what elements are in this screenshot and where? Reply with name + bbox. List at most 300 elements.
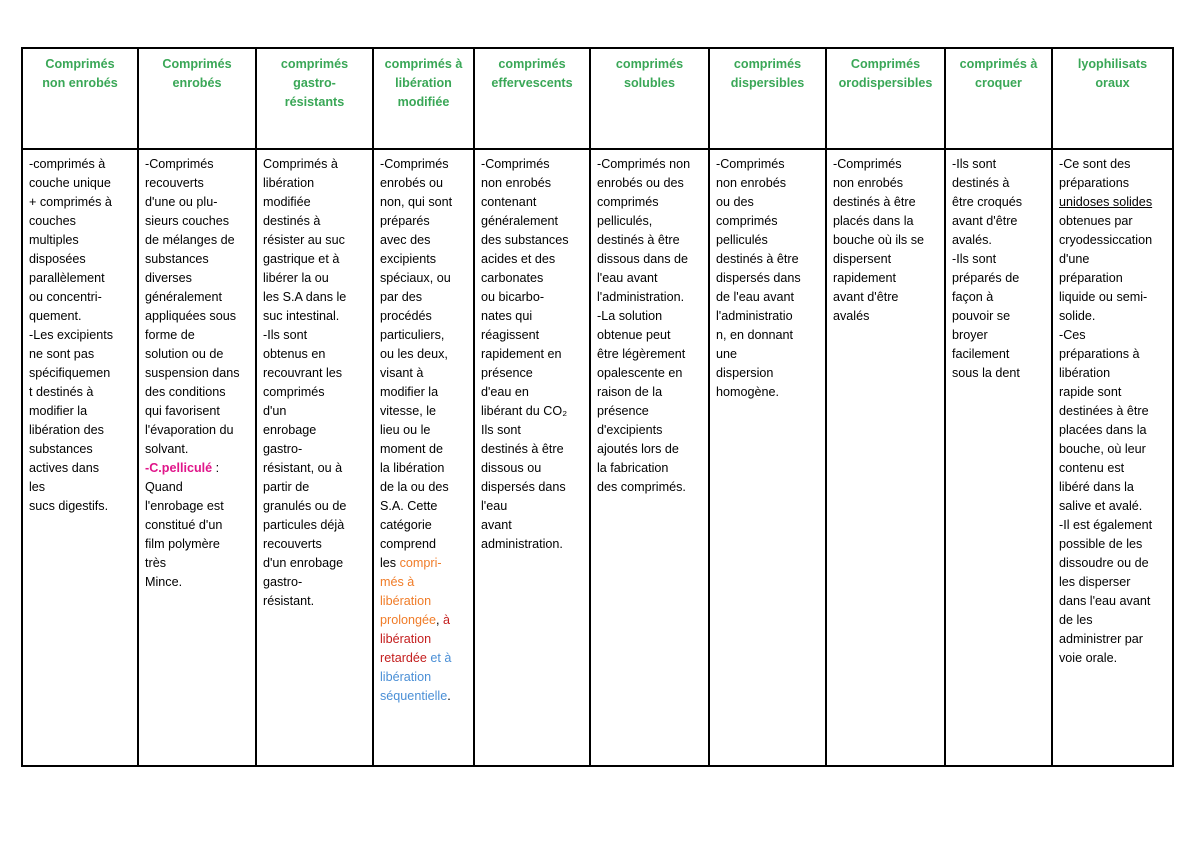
cell-line [1059,364,1166,383]
cell-line [481,269,583,288]
cell-line [952,269,1045,288]
cell-line [833,155,938,174]
cell-line [380,535,467,554]
text-run: substances [29,442,93,456]
text-run: modifier la [380,385,439,399]
text-run: dissous ou [481,461,542,475]
cell-line [1059,326,1166,345]
cell-line [716,193,819,212]
cell-line [597,307,702,326]
text-run: de mélanges [145,233,218,247]
text-run: des substances [481,233,569,247]
cell-line [380,611,467,630]
text-run: compri- [399,556,442,570]
text-run: couche unique [29,176,111,190]
cell-line [145,402,249,421]
cell-line [952,155,1045,174]
cell-line [29,250,131,269]
cell-line [380,174,467,193]
text-run: -La solution [597,309,663,323]
cell-line [29,440,131,459]
content-cell [945,149,1052,766]
text-run: qui favorisent [145,404,220,418]
cell-line [263,402,366,421]
text-run: -Ils sont [263,328,308,342]
cell-line [263,535,366,554]
content-cell [256,149,373,766]
text-run: une [716,347,738,361]
cell-line [597,155,702,174]
cell-line [29,497,131,516]
cell-line [263,364,366,383]
cell-line [380,193,467,212]
text-run: carbonates [481,271,544,285]
text-run: -Comprimés [716,157,785,171]
cell-line [380,592,467,611]
cell-line [380,554,467,573]
cell-line [481,497,583,516]
text-run: particuliers, [380,328,445,342]
cell-line [145,497,249,516]
text-run: libération [380,632,432,646]
text-run: de la ou des [380,480,449,494]
cell-line [380,250,467,269]
cell-line [833,193,938,212]
text-run: + comprimés à [29,195,112,209]
text-run: -Il est également [1059,518,1153,532]
cell-line [481,440,583,459]
text-run: -Ils sont [952,252,997,266]
text-run: ou concentri- [29,290,102,304]
text-run: partir de [263,480,310,494]
cell-line [263,212,366,231]
text-run: avant d'être [952,214,1018,228]
header-line: Comprimés [45,57,115,71]
cell-line [1059,174,1166,193]
cell-line [952,174,1045,193]
cell-line [716,345,819,364]
cell-line [597,269,702,288]
cell-line [380,440,467,459]
text-run: la libération [380,461,445,475]
text-run: dispersés dans [716,271,801,285]
text-run: bouche, [1059,442,1104,456]
cell-line [145,459,249,478]
column-header [22,48,138,149]
cell-line [29,478,131,497]
text-run: t destinés à [29,385,94,399]
cell-line [29,288,131,307]
cell-line [716,269,819,288]
cell-line [597,212,702,231]
text-run: modifiée [263,195,311,209]
text-run: en [511,385,529,399]
cell-line [145,288,249,307]
text-run: dissoudre ou de [1059,556,1149,570]
text-run: ou des [642,176,684,190]
text-run: diverses [145,271,192,285]
text-run: recouverts [263,537,322,551]
cell-line [263,440,366,459]
content-cell [373,149,474,766]
cell-line [1059,231,1166,250]
text-run: où ils se [874,233,925,247]
text-run: homogène. [716,385,780,399]
text-run: l'eau [597,271,624,285]
text-run: gastro- [263,442,303,456]
cell-line [29,231,131,250]
text-run: obtenus en [263,347,326,361]
text-run: les S.A dans le [263,290,347,304]
cell-line [380,573,467,592]
cell-line [263,554,366,573]
cell-line [263,326,366,345]
text-run: prolongée [380,613,437,627]
text-run: ou à [314,461,343,475]
cell-line [597,459,702,478]
text-run: destinés à être [597,233,680,247]
cell-line [29,421,131,440]
text-run: destinés à être [481,442,564,456]
cell-line [716,326,819,345]
cell-line [263,459,366,478]
cell-line [1059,573,1166,592]
cell-line [833,307,938,326]
text-run: et à [314,252,340,266]
cell-line [481,421,583,440]
cell-line [481,478,583,497]
text-run: raison de la [597,385,663,399]
text-run: -Comprimés [597,157,670,171]
text-run: granulés ou de [263,499,347,513]
cell-line [29,402,131,421]
text-run: l'évaporation du [145,423,234,437]
text-run: Cette [403,499,438,513]
text-run: avant [623,271,658,285]
cell-line [1059,611,1166,630]
text-run: d'eau [481,385,512,399]
text-run: préparations à [1059,347,1140,361]
header-line: Comprimés [162,57,232,71]
cell-line [597,440,702,459]
header-line: non enrobés [42,76,118,90]
content-cell [826,149,945,766]
cell-line [380,421,467,440]
cell-line [1059,535,1166,554]
text-run: être [952,195,978,209]
text-run: ou [1095,290,1117,304]
text-run: gastro- [263,575,303,589]
header-row [22,48,1173,149]
text-run: facilement [952,347,1010,361]
text-run: et à [426,651,452,665]
text-run: des comprimés. [597,480,686,494]
cell-line [833,174,938,193]
text-run: solvant. [145,442,189,456]
header-line: croquer [975,76,1022,90]
column-header [709,48,826,149]
content-cell [1052,149,1173,766]
text-run: ou les deux, [380,347,448,361]
text-run: dispersent [833,252,892,266]
text-run: -Ils sont [952,157,997,171]
cell-line [952,288,1045,307]
text-run: substances [145,252,209,266]
cell-line [29,459,131,478]
text-run: : [212,461,220,475]
text-run: més à [380,575,415,589]
content-row [22,149,1173,766]
cell-line [145,535,249,554]
text-run: Mince. [145,575,183,589]
cell-line [481,459,583,478]
text-run: qui [511,309,533,323]
header-line: dispersibles [730,76,805,90]
cell-line [145,383,249,402]
text-run: administrer par [1059,632,1143,646]
cell-line [481,383,583,402]
cell-line [952,193,1045,212]
cell-line [481,174,583,193]
cell-line [145,212,249,231]
cell-line [1059,459,1166,478]
text-run: -Comprimés [481,157,550,171]
text-run: sous la dent [952,366,1020,380]
text-run: rapidement [833,271,897,285]
cell-line [263,516,366,535]
cell-line [833,231,938,250]
cell-line [263,383,366,402]
text-run: l'enrobage est [145,499,224,513]
column-header [373,48,474,149]
text-run: non enrobés [833,176,904,190]
cell-line [1059,193,1166,212]
cell-line [380,288,467,307]
cell-line [481,212,583,231]
cell-line [1059,307,1166,326]
text-run: la fabrication [597,461,669,475]
text-run: présence [481,366,533,380]
comparison-table [21,47,1174,767]
text-run: recouvrant les [263,366,343,380]
text-run: catégorie [380,518,432,532]
header-line: enrobés [172,76,222,90]
text-run: suc intestinal. [263,309,340,323]
cell-line [29,155,131,174]
text-run: Ils sont [481,423,521,437]
text-run: ou [481,290,499,304]
text-run: les [29,480,46,494]
header-line: libération [395,76,452,90]
cell-line [597,288,702,307]
text-run: excipients [380,252,437,266]
text-run: non, [380,195,405,209]
text-run: bicarbo- [498,290,545,304]
content-cell [590,149,709,766]
cell-line [145,174,249,193]
cell-line [1059,592,1166,611]
cell-line [380,478,467,497]
text-run: . [447,689,451,703]
text-run: placés dans la [833,214,914,228]
text-run: modifier la [29,404,88,418]
cell-line [716,250,819,269]
text-run: d'une ou plu- [145,195,218,209]
text-run: les [380,556,400,570]
text-run: parallèlement [29,271,105,285]
cell-line [145,193,249,212]
text-run: résistant, [263,461,315,475]
text-run: salive et avalé. [1059,499,1143,513]
cell-line [380,345,467,364]
text-run: spécifiquemen [29,366,111,380]
text-run: non enrobés [716,176,787,190]
cell-line [145,554,249,573]
cell-line [380,668,467,687]
text-run: Quand [145,480,183,494]
cell-line [380,516,467,535]
cell-line [263,174,366,193]
cell-line [716,307,819,326]
text-run: comprimés [716,214,778,228]
text-run: ajoutés lors de [597,442,679,456]
cell-line [481,307,583,326]
text-run: séquentielle [380,689,448,703]
header-line: orodispersibles [838,76,933,90]
cell-line [29,364,131,383]
cell-line [597,250,702,269]
text-run: comprimés [263,385,325,399]
cell-line [952,231,1045,250]
text-run: destinés à [952,176,1010,190]
column-header [945,48,1052,149]
cell-line [481,516,583,535]
text-run: -Comprimés [380,157,449,171]
text-run: destinés à être [716,252,799,266]
text-run: croqués [977,195,1023,209]
cell-line [380,326,467,345]
text-run: libérant du CO₂ [481,404,568,418]
text-run: destinées à être [1059,404,1149,418]
text-run: contenant [481,195,537,209]
cell-line [145,573,249,592]
cell-line [1059,155,1166,174]
text-run: spéciaux, ou [380,271,451,285]
cell-line [145,250,249,269]
text-run: réagissent [481,328,540,342]
text-run: avalés [833,309,870,323]
cell-line [833,212,938,231]
text-run: administration. [481,537,563,551]
text-run: où leur [1103,442,1146,456]
text-run: couches [29,214,76,228]
text-run: ne sont pas [29,347,95,361]
cell-line [263,250,366,269]
cell-line [716,288,819,307]
text-run: broyer [952,328,988,342]
cell-line [145,231,249,250]
text-run: enrobés [597,176,643,190]
cell-line [597,231,702,250]
cell-line [952,364,1045,383]
cell-line [29,174,131,193]
cell-line [145,516,249,535]
cell-line [263,573,366,592]
text-run: -Ce sont des [1059,157,1131,171]
text-run: non enrobés [481,176,552,190]
text-run: préparés [380,214,430,228]
cell-line [145,155,249,174]
text-run: préparation [1059,271,1123,285]
cell-line [29,269,131,288]
cell-line [833,250,938,269]
cell-line [29,212,131,231]
cell-line [380,649,467,668]
cell-line [481,326,583,345]
cell-line [952,345,1045,364]
cell-line [597,383,702,402]
text-run: suspension dans [145,366,240,380]
text-run: généralement [481,214,559,228]
header-line: effervescents [491,76,573,90]
text-run: d'un enrobage [263,556,344,570]
text-run: S.A. [380,499,404,513]
text-run: , [436,613,444,627]
header-line: comprimés [498,57,566,71]
column-header [826,48,945,149]
text-run: -C.pelliculé [145,461,213,475]
text-run: être légèrement [597,347,686,361]
cell-line [263,345,366,364]
text-run: obtenue peut [597,328,671,342]
content-cell [22,149,138,766]
text-run: façon à [952,290,994,304]
cell-line [597,364,702,383]
text-run: -comprimés à [29,157,106,171]
text-run: enrobés ou [380,176,444,190]
text-run: nates [481,309,512,323]
content-cell [474,149,590,766]
text-run: libérer la ou [263,271,329,285]
text-run: pouvoir se [952,309,1011,323]
text-run: -Ces [1059,328,1086,342]
text-run: avalés. [952,233,992,247]
cell-line [597,478,702,497]
cell-line [29,383,131,402]
cell-line [380,402,467,421]
header-line: lyophilisats [1077,57,1148,71]
text-run: destinés à être [833,195,916,209]
cell-line [145,269,249,288]
cell-line [29,326,131,345]
cell-line [263,193,366,212]
cell-line [263,497,366,516]
cell-line [716,174,819,193]
cell-line [263,269,366,288]
header-line: oraux [1095,76,1130,90]
text-run: sont [1094,385,1122,399]
cell-line [263,307,366,326]
cell-line [597,421,702,440]
text-run: l'administration. [597,290,685,304]
cell-line [481,250,583,269]
text-run: enrobage [263,423,317,437]
text-run: généralement [145,290,223,304]
text-run: très [145,556,166,570]
header-line: comprimés à [384,57,463,71]
cell-line [263,478,366,497]
text-run: libération [380,670,432,684]
